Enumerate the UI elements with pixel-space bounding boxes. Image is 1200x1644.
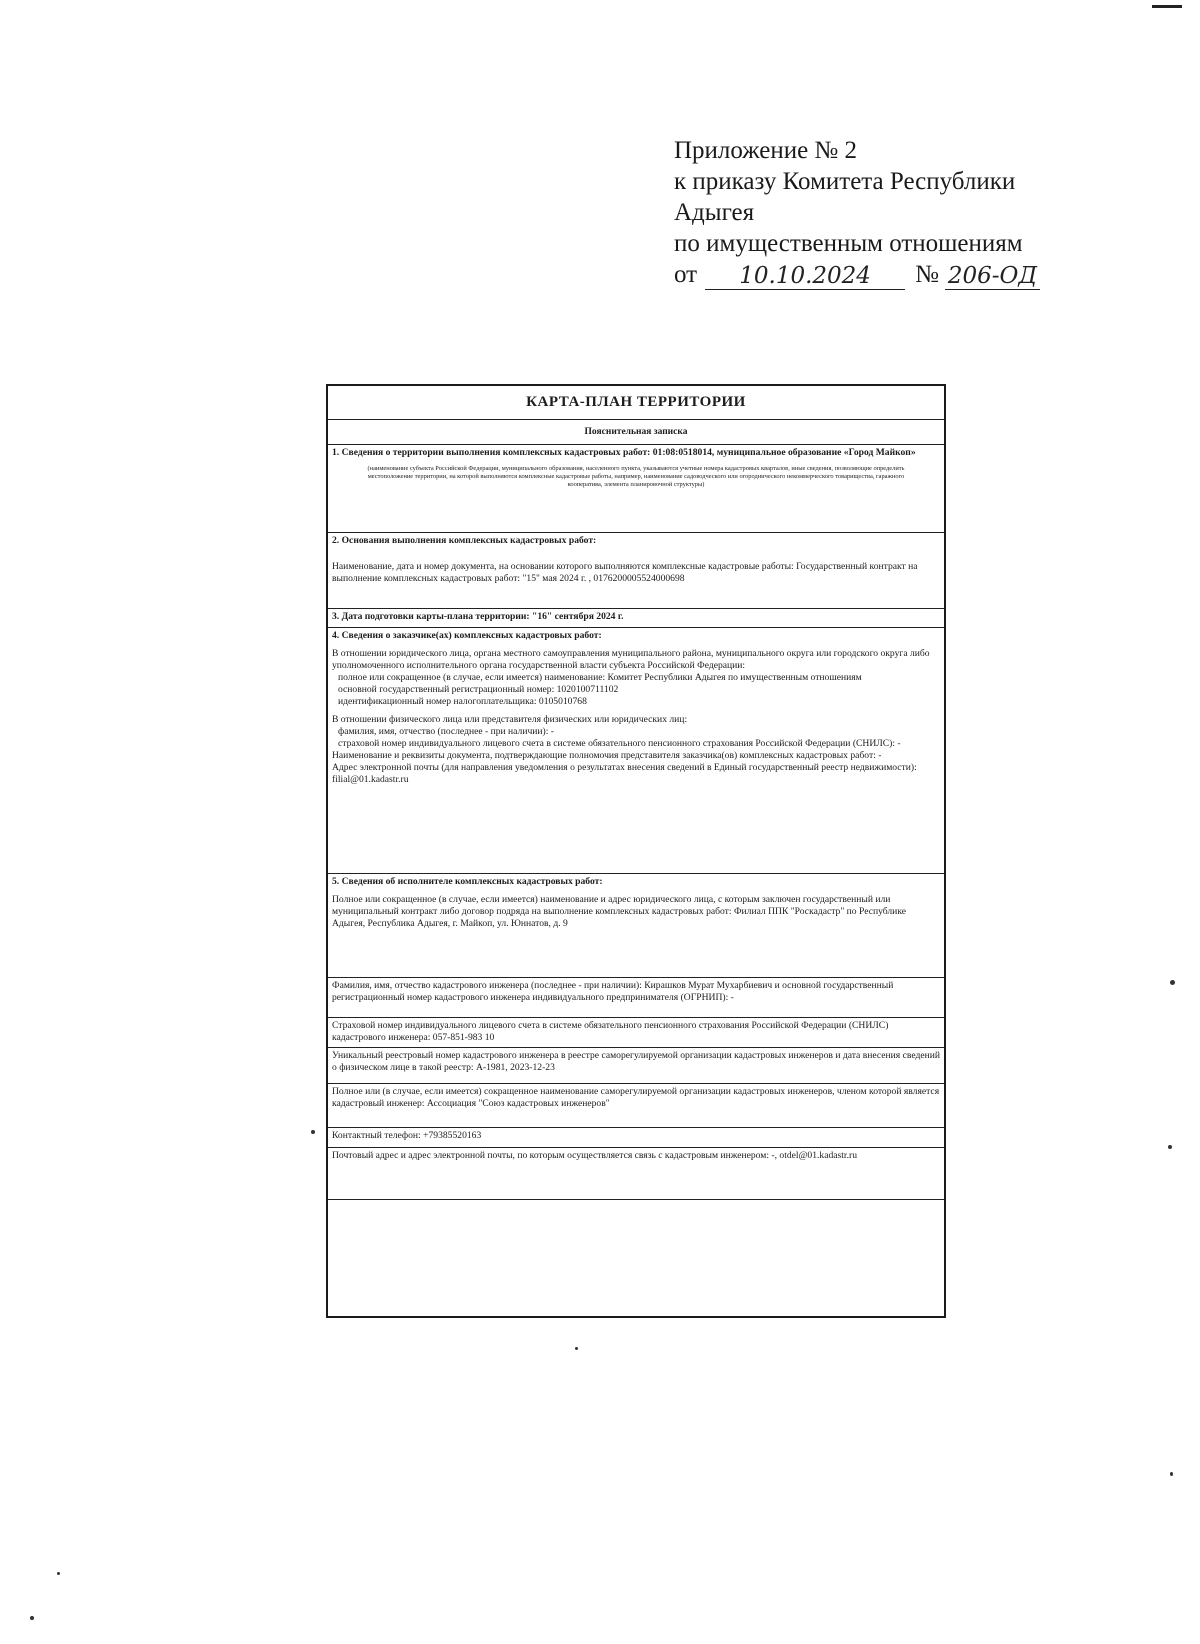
form-subtitle: Пояснительная записка — [328, 420, 944, 445]
speck — [1170, 980, 1175, 985]
empty-area — [328, 1200, 944, 1204]
speck — [575, 1347, 578, 1350]
order-reference-region: Адыгея — [674, 199, 755, 226]
section-5-snils: Страховой номер индивидуального лицевого счета в системе обязательного пенсионного страхования Российской Федерации (СНИЛС) кадастрового инженера: 057-851-983 10 — [328, 1018, 944, 1048]
section-5-contractor — [328, 874, 944, 978]
order-reference: к приказу Комитета Республики — [674, 168, 1016, 195]
speck — [311, 1130, 315, 1134]
speck — [30, 1616, 34, 1620]
speck — [1170, 1472, 1173, 1476]
section-5-heading: 5. Сведения об исполнителе комплексных кадастровых работ: — [332, 876, 603, 887]
section-2-grounds — [328, 533, 944, 609]
order-appendix-header — [674, 135, 1094, 290]
section-5-engineer: Фамилия, имя, отчество кадастрового инженера (последнее - при наличии): Кирашков Мурат Мухарбиевич и основной государственный регистрационный номер кадастрового инженера индивидуального предпринимателя (ОГРНИП): - — [328, 978, 944, 1018]
section-5-sro: Полное или (в случае, если имеется) сокращенное наименование саморегулируемой организации кадастровых инженеров, членом которой является кадастровый инженер: Ассоциация "Союз кадастровых инженеров" — [328, 1084, 944, 1128]
section-4-heading: 4. Сведения о заказчике(ах) комплексных кадастровых работ: — [332, 630, 602, 641]
section-1-territory — [328, 445, 944, 533]
section-4-ogrn: основной государственный регистрационный номер: 1020100711102 — [338, 684, 619, 695]
section-4-physical-person: В отношении физического лица или представителя физических или юридических лиц: — [332, 714, 688, 725]
section-4-documents: Наименование и реквизиты документа, подтверждающие полномочия представителя заказчика(ов) комплексных кадастровых работ: - — [332, 750, 882, 761]
corner-mark — [1152, 5, 1182, 8]
section-4-customer — [328, 628, 944, 874]
form-title: КАРТА-ПЛАН ТЕРРИТОРИИ — [328, 386, 944, 420]
section-5-phone: Контактный телефон: +79385520163 — [328, 1128, 944, 1148]
section-2-text: Наименование, дата и номер документа, на основании которого выполняются комплексные кадастровые работы: Государственный контракт на выполнение комплексных кадастровых работ: "15" мая 2024 г. , 0176200005524000698 — [332, 561, 918, 584]
section-4-name: полное или сокращенное (в случае, если имеется) наименование: Комитет Республики Адыгея по имущественным отношениям — [338, 672, 862, 683]
speck — [1168, 1145, 1172, 1149]
section-4-fio: фамилия, имя, отчество (последнее - при наличии): - — [338, 726, 554, 737]
handwritten-date: 10.10.2024 — [705, 263, 905, 290]
from-label: от — [674, 261, 698, 288]
territory-map-plan-form — [326, 384, 946, 1318]
section-3-date: 3. Дата подготовки карты-плана территории: "16" сентября 2024 г. — [328, 609, 944, 628]
section-1-note: (наименование субъекта Российской Федерации, муниципального образования, населенного пункта, указываются учетные номера кадастровых кварталов, иные сведения, позволяющие определить местоположение территории, на которой выполняются комплексные кадастровые работы, например, наименование садоводческого или огороднического некоммерческого товарищества, гаражного кооператива, элемента планировочной структуры) — [367, 465, 905, 488]
section-5-registry: Уникальный реестровый номер кадастрового инженера в реестре саморегулируемой организации кадастровых инженеров и дата внесения сведений о физическом лице в такой реестр: А-1981, 2023-12-23 — [328, 1048, 944, 1084]
section-5-organization: Полное или сокращенное (в случае, если имеется) наименование и адрес юридического лица, с которым заключен государственный или муниципальный контракт либо договор подряда на выполнение комплексных кадастровых работ: Филиал ППК "Роскадастр" по Республике Адыгея, Республика Адыгея, г. Майкоп, ул. Юннатов, д. 9 — [332, 894, 906, 929]
section-1-value: 01:08:0518014, муниципальное образование «Город Майкоп» — [650, 447, 916, 458]
order-date-number-row — [674, 259, 1094, 290]
section-2-heading: 2. Основания выполнения комплексных кадастровых работ: — [332, 535, 597, 546]
speck — [57, 1572, 60, 1575]
section-4-snils: страховой номер индивидуального лицевого счета в системе обязательного пенсионного страхования Российской Федерации (СНИЛС): - — [338, 738, 901, 749]
appendix-number: Приложение № 2 — [674, 137, 858, 164]
handwritten-number: 206-ОД — [945, 263, 1040, 290]
section-4-inn: идентификационный номер налогоплательщика: 0105010768 — [338, 696, 587, 707]
section-1-heading: 1. Сведения о территории выполнения комплексных кадастровых работ: — [332, 447, 651, 458]
section-5-postal-email: Почтовый адрес и адрес электронной почты, по которым осуществляется связь с кадастровым инженером: -, otdel@01.kadastr.ru — [328, 1148, 944, 1200]
section-4-email: Адрес электронной почты (для направления уведомления о результатах внесения сведений в Единый государственный реестр недвижимости): filial@01.kadastr.ru — [332, 762, 917, 785]
order-reference-committee: по имущественным отношениям — [674, 230, 1023, 257]
section-4-legal-entity: В отношении юридического лица, органа местного самоуправления муниципального района, муниципального округа или городского округа либо уполномоченного исполнительного органа государственной власти субъекта Российской Федерации: — [332, 648, 930, 671]
number-label: № — [915, 261, 939, 288]
